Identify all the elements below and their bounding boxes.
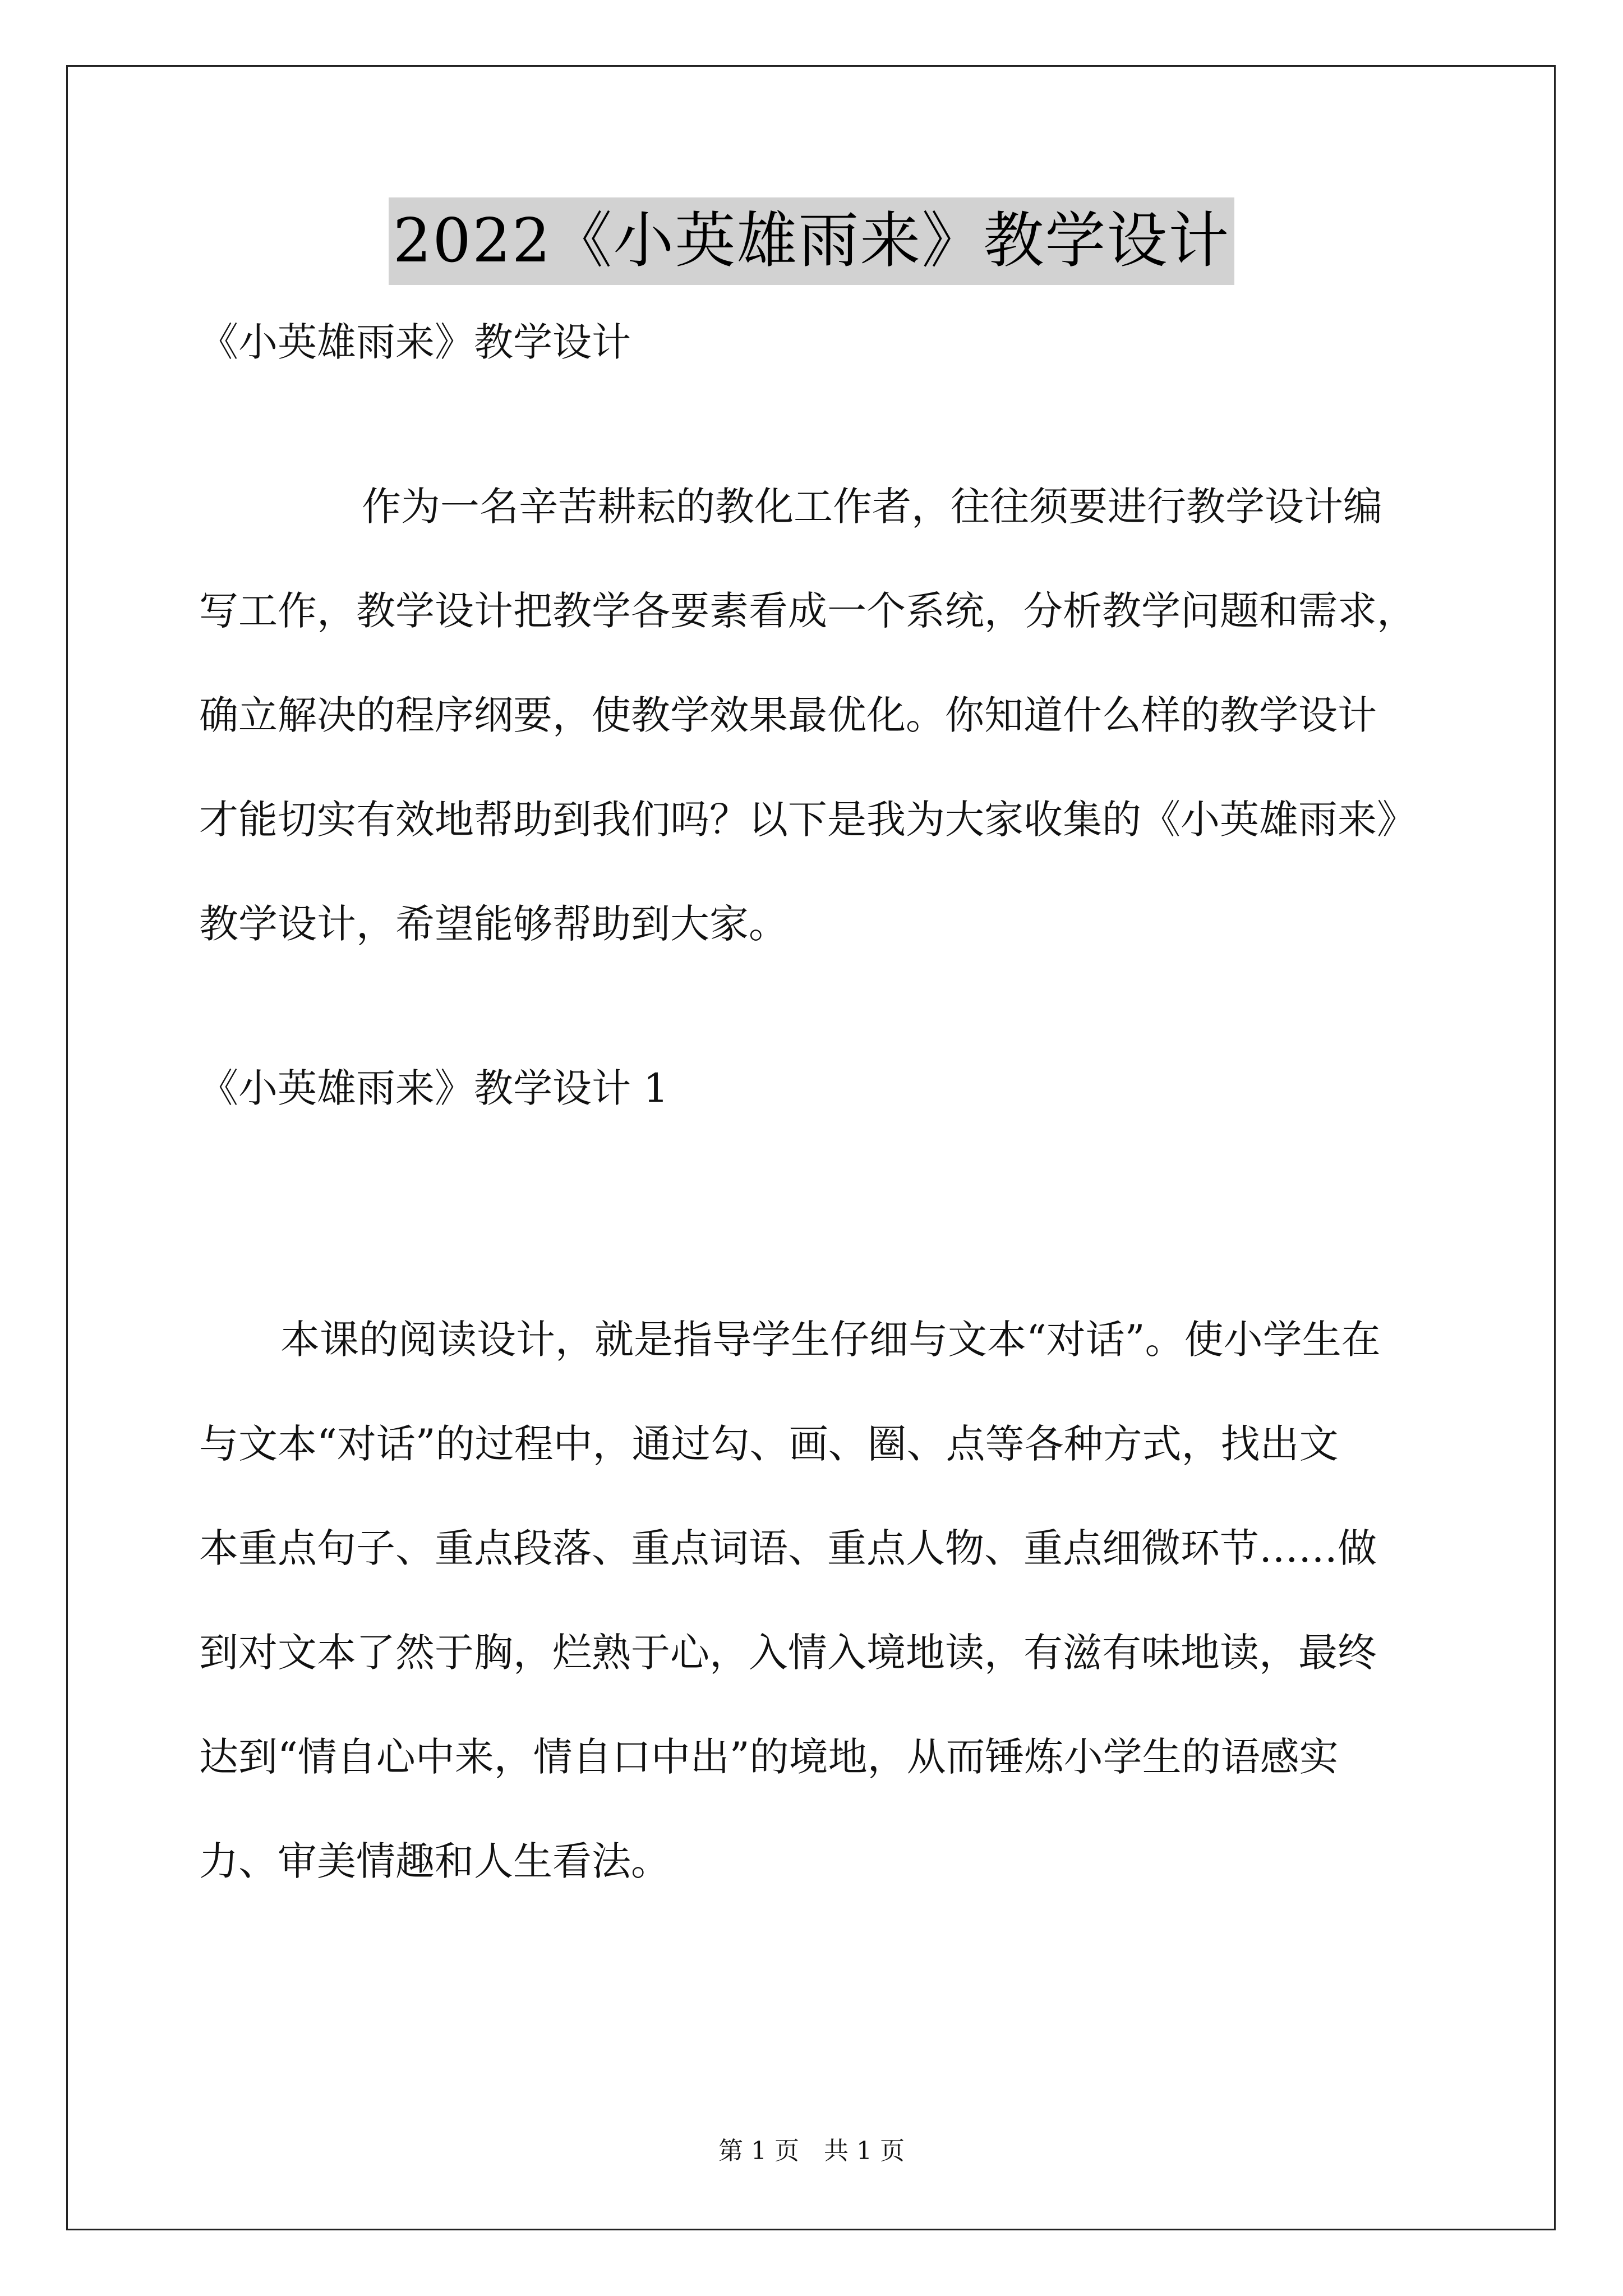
body-line: 本重点句子、重点段落、重点词语、重点人物、重点细微环节……做: [199, 1525, 1377, 1571]
title-container: [0, 197, 1623, 285]
body-line: 本课的阅读设计，就是指导学生仔细与文本“对话”。使小学生在: [280, 1317, 1381, 1363]
intro-line: 教学设计，希望能够帮助到大家。: [199, 901, 788, 947]
intro-line: 作为一名辛苦耕耘的教化工作者，往往须要进行教学设计编: [362, 484, 1382, 530]
intro-line: 写工作，教学设计把教学各要素看成一个系统，分析教学问题和需求，: [199, 588, 1416, 634]
body-line: 与文本“对话”的过程中，通过勾、画、圈、点等各种方式，找出文: [199, 1421, 1339, 1467]
body-line: 力、审美情趣和人生看法。: [199, 1838, 670, 1884]
body-paragraph: [199, 1287, 1433, 1913]
section-heading: 《小英雄雨来》教学设计 1: [199, 1065, 668, 1111]
intro-line: 才能切实有效地帮助到我们吗？以下是我为大家收集的《小英雄雨来》: [199, 797, 1416, 843]
body-line: 达到“情自心中来，情自口中出”的境地，从而锤炼小学生的语感实: [199, 1734, 1339, 1780]
document-subtitle: 《小英雄雨来》教学设计: [199, 319, 631, 365]
body-line: 到对文本了然于胸，烂熟于心，入情入境地读，有滋有味地读，最终: [199, 1630, 1377, 1676]
intro-line: 确立解决的程序纲要，使教学效果最优化。你知道什么样的教学设计: [199, 692, 1377, 738]
page-footer: 第 1 页 共 1 页: [718, 2137, 905, 2165]
intro-paragraph: [199, 454, 1433, 976]
document-title: 2022《小英雄雨来》教学设计: [389, 197, 1235, 285]
